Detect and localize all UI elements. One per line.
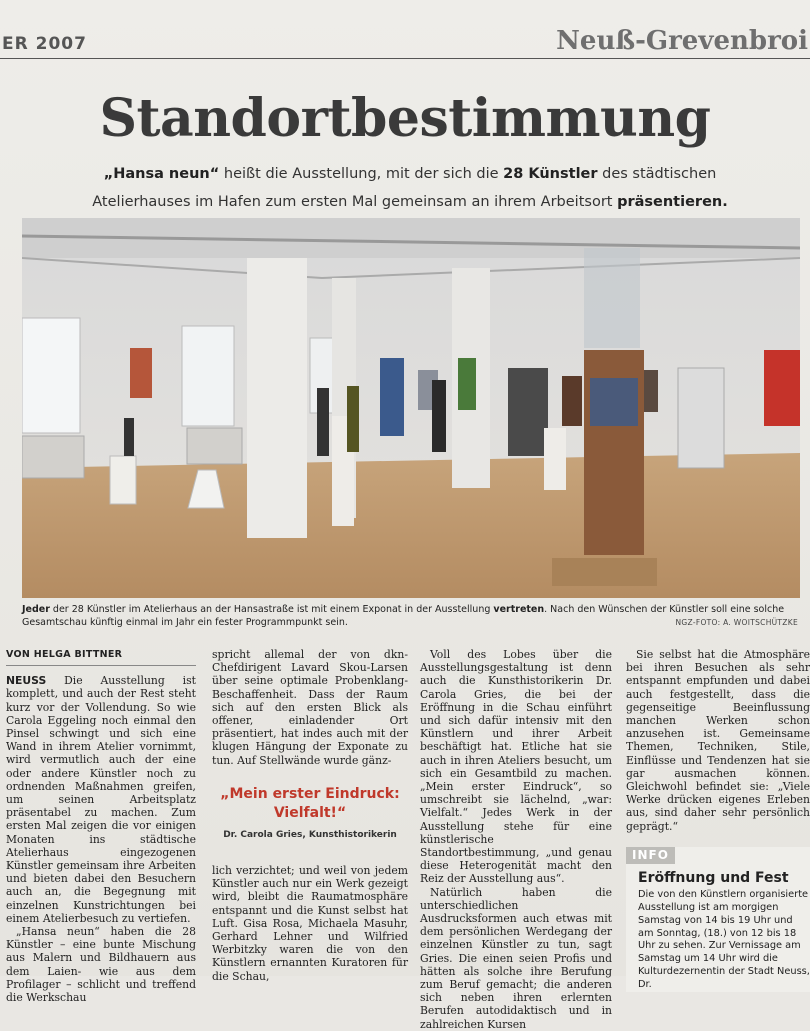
paragraph-1-text: Die Ausstellung ist komplett, und auch der Rest steht kurz vor der Vollendung. So wie Carola Eggeling noch einmal den Pinsel schwingt und sich eine Wand in ihrem Atelier vornimmt, wird vermutlich auch der eine oder andere Künstler noch zu ordnenden Maßnahmen greifen, um seinen Arbeitsplatz präsentabel zu machen. Zum ersten Mal zeigen die vor einigen Monaten ins städtische Atelierhaus eingezogenen Künstler gemeinsam ihre Arbeiten und bieten dabei den Besuchern auch an, die Begegnung mit einzelnen Kunstrichtungen bei einem Atelierbesuch zu vertiefen.	[6, 674, 196, 925]
subhead-text-1: heißt die Ausstellung, mit der sich die	[219, 166, 504, 182]
article-column-3	[420, 648, 612, 1031]
article-headline: Standortbestimmung	[99, 88, 711, 149]
info-tag: INFO	[626, 847, 675, 864]
caption-text-2: . Nach den Wünschen der Künstler soll eine solche Gesamtschau künftig einmal im Jahr ein fester Programmpunkt sein.	[22, 604, 785, 628]
caption-bold-1: Jeder	[22, 604, 50, 615]
subhead-exhibit-name: „Hansa neun“	[103, 166, 220, 182]
article-paragraph-5: Voll des Lobes über die Ausstellungsgestaltung ist denn auch die Kunsthistorikerin Dr. Carola Gries, die bei der Eröffnung in die Schau einführt und sich dafür intensiv mit den Künstlern und ihrer Arbeit beschäftigt hat. Etliche hat sie auch in ihren Ateliers besucht, um sich ein Gesamtbild zu machen. „Mein erster Eindruck“, so umschreibt sie lächelnd, „war: Vielfalt.“ Jedes Werk in der Ausstellung stehe für eine künstlerische Standortbestimmung, „und genau diese Heterogenität macht den Reiz der Ausstellung aus“.	[420, 648, 612, 886]
photo-credit: NGZ-FOTO: A. WOITSCHÜTZKE	[675, 618, 798, 627]
caption-text-1: der 28 Künstler im Atelierhaus an der Hansastraße ist mit einem Exponat in der Ausstellung	[49, 604, 494, 615]
article-author: VON HELGA BITTNER	[6, 648, 196, 666]
article-paragraph-4: lich verzichtet; und weil von jedem Künstler auch nur ein Werk gezeigt wird, bleibt die Raumatmosphäre entspannt und die Kunst selbst hat Luft. Gisa Rosa, Michaela Masuhr, Gerhard Lehner und Wilfried Werbitzky waren die von den Künstlern ernannten Kuratoren für die Schau,	[212, 864, 408, 983]
info-box	[626, 847, 810, 992]
pull-quote	[212, 785, 408, 842]
pull-quote-source: Dr. Carola Gries, Kunsthistorikerin	[223, 829, 397, 840]
article-paragraph-7: Sie selbst hat die Atmosphäre bei ihren Besuchen als sehr entspannt empfunden und dabei auch festgestellt, dass die gegenseitige Beeinflussung manchen Werken schon anzusehen ist. Gemeinsame Themen, Techniken, Stile, Einflüsse und Tendenzen hat sie gar ausmachen können. Gleichwohl befindet sie: „Viele Werke drücken eigenes Erleben aus, sind daher sehr persönlich geprägt.“	[626, 648, 810, 833]
pull-quote-text: „Mein erster Eindruck: Vielfalt!“	[220, 785, 400, 821]
gallery-hall-image	[22, 218, 800, 598]
subhead-artist-count: 28 Künstler	[503, 166, 598, 182]
article-paragraph-3: spricht allemal der von dkn-Chefdirigent Lavard Skou-Larsen über seine optimale Probenklang-Beschaffenheit. Dass der Raum sich auf den ersten Blick als offener, einladender Ort präsentiert, hat indes auch mit der klugen Hängung der Exponate zu tun. Auf Stellwände wurde gänz-	[212, 648, 408, 767]
article-dateline: NEUSS	[6, 674, 47, 688]
info-body: Die von den Künstlern organisierte Ausstellung ist am morgigen Samstag von 14 bis 19 Uhr und am Sonntag, (18.) von 12 bis 18 Uhr zu sehen. Zur Vernissage am Samstag um 14 Uhr wird die Kulturdezernentin der Stadt Neuss, Dr.	[638, 889, 810, 990]
article-paragraph-6: Natürlich haben die unterschiedlichen Ausdrucksformen auch etwas mit dem persönlichen Werdegang der einzelnen Künstler zu tun, sagt Gries. Die einen seien Profis und hätten als solche ihre Berufung zum Beruf gemacht; die anderen sich neben ihren erlernten Berufen autodidaktisch und in zahlreichen Kursen	[420, 885, 612, 1031]
header-rule	[0, 58, 810, 59]
article-subhead	[60, 160, 760, 216]
issue-date: ER 2007	[2, 34, 87, 54]
article-paragraph-1	[6, 674, 196, 925]
article-column-4	[626, 648, 810, 992]
exhibition-photo	[22, 218, 800, 598]
article-column-2	[212, 648, 408, 983]
info-title: Eröffnung und Fest	[638, 870, 789, 887]
subhead-text-2: des städtischen Atelierhauses im Hafen zum ersten Mal gemeinsam an ihrem Arbeitsort	[92, 166, 717, 210]
newspaper-masthead: Neuß-Grevenbroi	[556, 26, 808, 56]
subhead-text-3: präsentieren.	[617, 194, 728, 210]
caption-bold-2: vertreten	[493, 604, 545, 615]
article-paragraph-2: „Hansa neun“ haben die 28 Künstler – eine bunte Mischung aus Malern und Bildhauern aus dem Laien- wie aus dem Profilager – schlicht und treffend die Werkschau	[6, 925, 196, 1005]
article-column-1	[6, 648, 196, 1004]
